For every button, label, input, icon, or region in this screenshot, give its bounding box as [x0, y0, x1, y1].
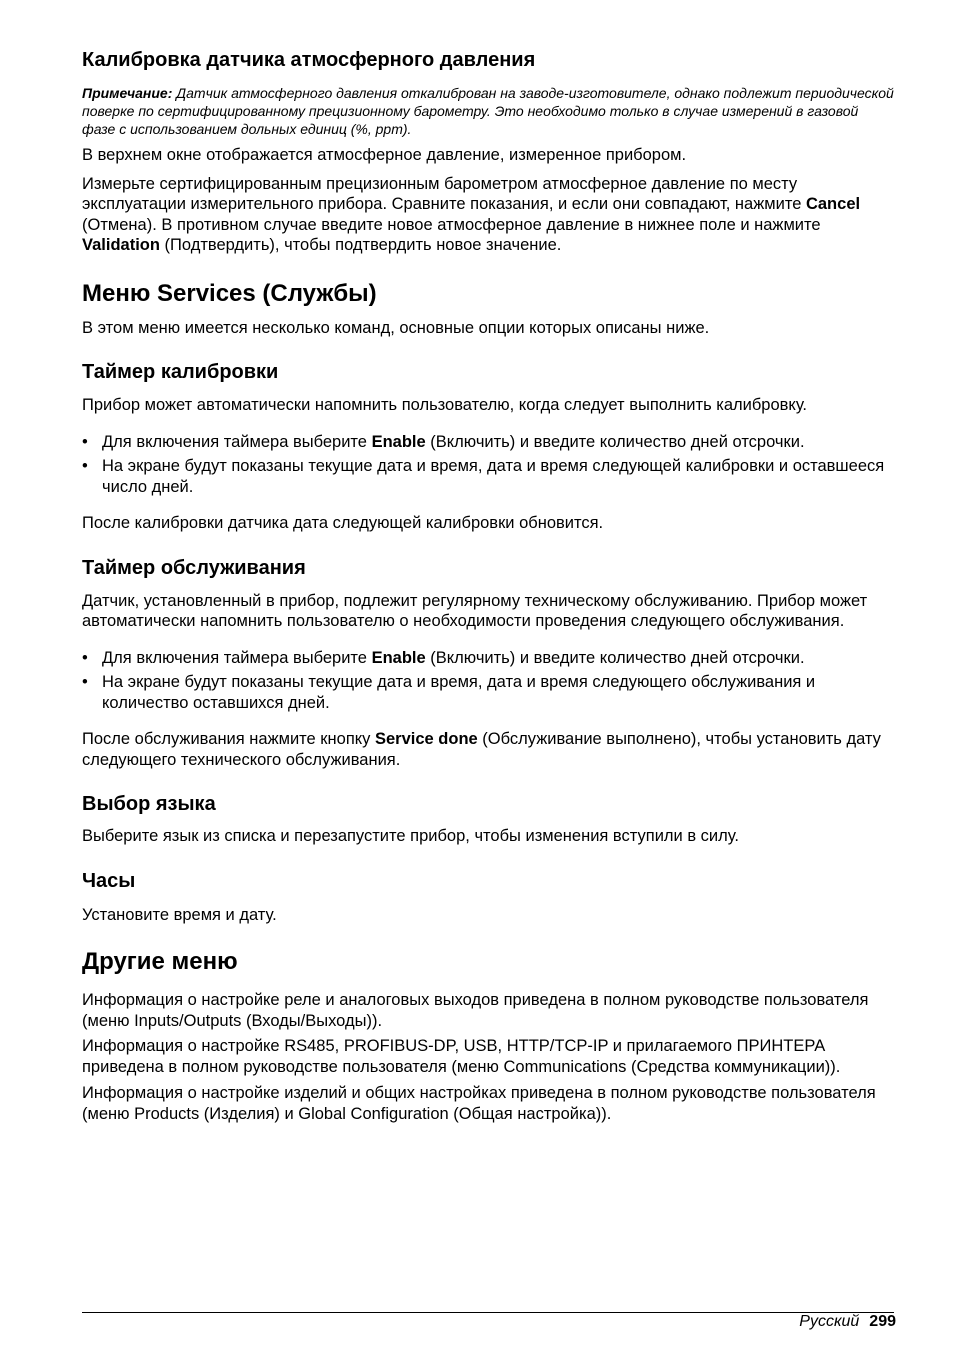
section-title-clock: Часы — [82, 869, 136, 892]
list-item: • Для включения таймера выберите Enable (Включить) и введите количество дней отсрочки. — [82, 648, 805, 667]
note-text: Датчик атмосферного давления откалиброван на заводе-изготовителе, однако подлежит периодической поверке по сертифицированному прецизионному барометру. Это необходимо только в случае измерений в газовой фазе с использованием дольных единиц (%, ppm). — [82, 85, 894, 137]
list-item: • На экране будут показаны текущие дата и время, дата и время следующей калибровки и оставшееся число дней. — [82, 457, 885, 496]
list-item: • На экране будут показаны текущие дата и время, дата и время следующего обслуживания и количество оставшихся дней. — [82, 673, 816, 712]
cancel-term: Cancel — [805, 195, 861, 213]
note-label: Примечание: — [82, 85, 173, 101]
service-done-term: Service done — [375, 730, 478, 748]
footer-language: Русский — [799, 1313, 860, 1330]
paragraph: В верхнем окне отображается атмосферное давление, измеренное прибором. — [82, 146, 687, 164]
paragraph: Информация о настройке RS485, PROFIBUS-DP, USB, HTTP/TCP-IP и прилагаемого ПРИНТЕРА приведена в полном руководстве пользователя (меню Communications (Средства коммуникации)). — [82, 1037, 841, 1076]
page-content — [82, 48, 894, 1124]
footer-divider — [82, 1312, 894, 1313]
section-title-other-menus: Другие меню — [82, 948, 238, 975]
paragraph: Выберите язык из списка и перезапустите прибор, чтобы изменения вступили в силу. — [82, 827, 739, 845]
section-title-calibration-timer: Таймер калибровки — [82, 361, 279, 383]
paragraph: Информация о настройке изделий и общих настройках приведена в полном руководстве пользователя (меню Products (Изделия) и Global Configuration (Общая настройка)). — [82, 1084, 876, 1123]
paragraph: Прибор может автоматически напомнить пользователю, когда следует выполнить калибровку. — [82, 396, 808, 414]
note — [82, 84, 894, 138]
section-title-language: Выбор языка — [82, 793, 216, 815]
section-title-barometer-calibration: Калибровка датчика атмосферного давления — [82, 49, 536, 71]
validation-term: Validation — [82, 236, 160, 254]
paragraph: Датчик, установленный в прибор, подлежит регулярному техническому обслуживанию. Прибор может автоматически напомнить пользователю о необходимости проведения следующего обслуживания. — [82, 591, 868, 630]
paragraph: Измерьте сертифицированным прецизионным барометром атмосферное давление по месту эксплуатации измерительного прибора. Сравните показания, и если они совпадают, нажмите Cancel (Отмена). В противном случае введите новое атмосферное давление в нижнее поле и нажмите Validation (Подтвердить), чтобы подтвердить новое значение. — [82, 174, 861, 254]
page-footer — [799, 1312, 896, 1332]
section-title-maintenance-timer: Таймер обслуживания — [82, 556, 306, 579]
paragraph: В этом меню имеется несколько команд, основные опции которых описаны ниже. — [82, 318, 710, 337]
page-number: 299 — [869, 1313, 896, 1330]
paragraph: После обслуживания нажмите кнопку Service done (Обслуживание выполнено), чтобы установить дату следующего технического обслуживания. — [82, 730, 881, 769]
paragraph: Установите время и дату. — [82, 905, 277, 924]
list-item: • Для включения таймера выберите Enable (Включить) и введите количество дней отсрочки. — [82, 432, 805, 451]
paragraph: После калибровки датчика дата следующей калибровки обновится. — [82, 514, 604, 532]
bullet-list — [82, 648, 894, 714]
paragraph: Информация о настройке реле и аналоговых выходов приведена в полном руководстве пользователя (меню Inputs/Outputs (Входы/Выходы)). — [82, 991, 869, 1030]
bullet-list — [82, 432, 894, 498]
section-title-services-menu: Меню Services (Службы) — [82, 279, 377, 307]
